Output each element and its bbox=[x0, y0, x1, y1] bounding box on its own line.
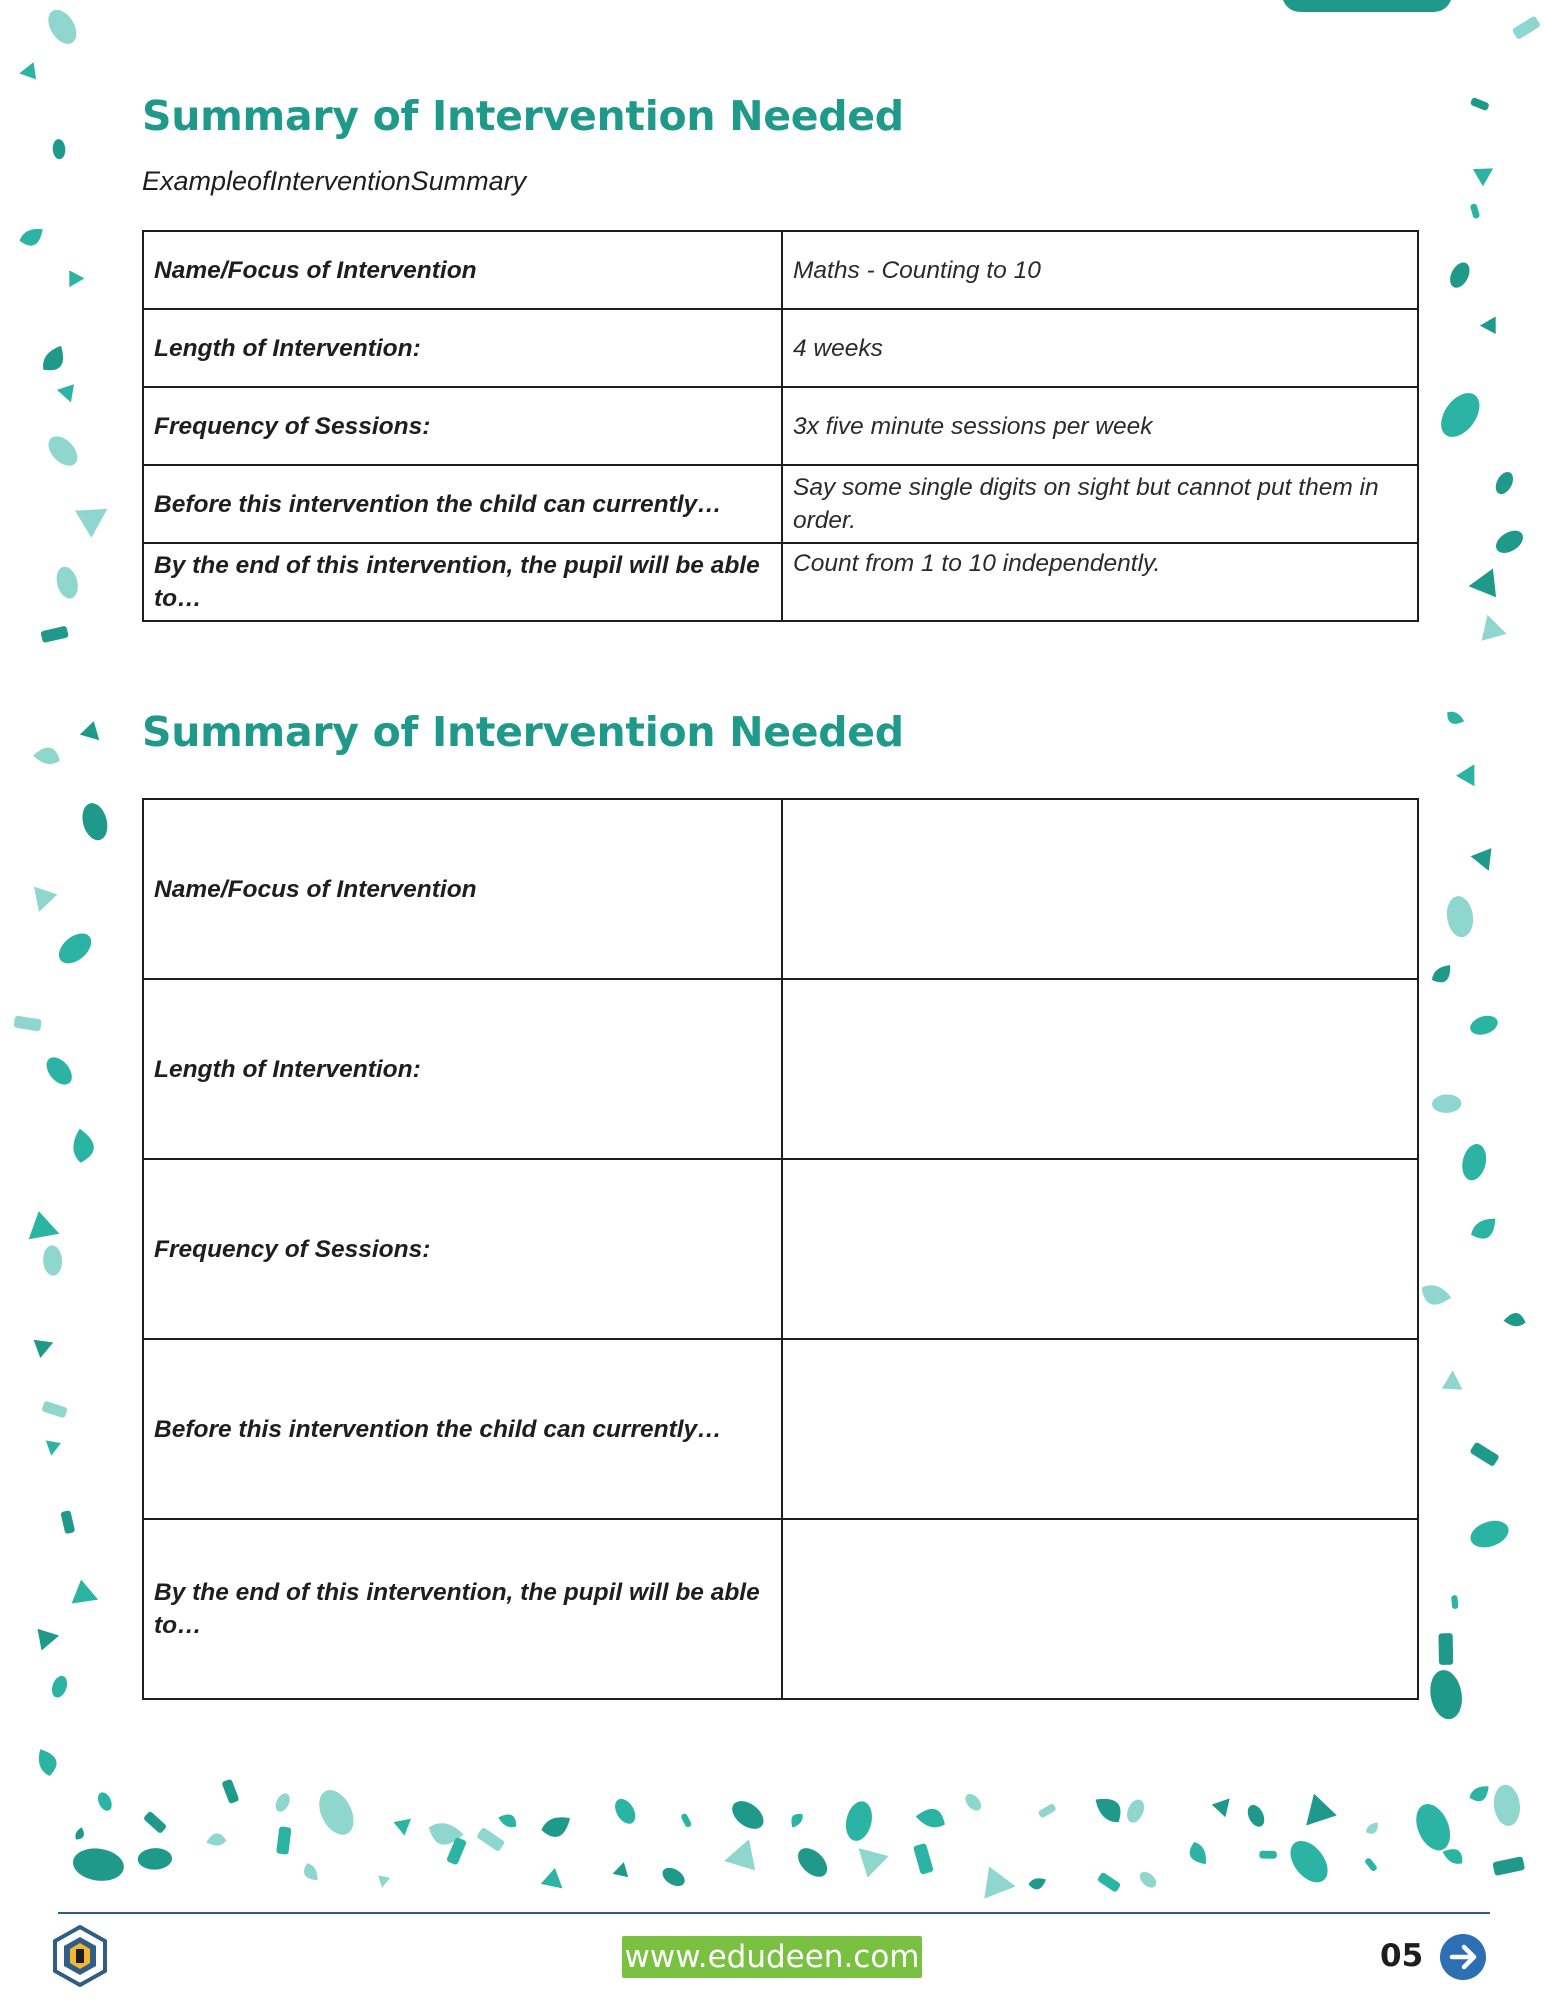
website-link[interactable]: www.edudeen.com bbox=[622, 1936, 922, 1978]
row-label-outcome: By the end of this intervention, the pupil will be able to… bbox=[143, 1519, 782, 1699]
confetti-shape bbox=[24, 1211, 64, 1251]
confetti-shape bbox=[498, 1814, 516, 1827]
confetti-shape bbox=[1492, 1856, 1525, 1876]
confetti-shape bbox=[374, 1873, 390, 1889]
confetti-shape bbox=[1186, 1841, 1213, 1867]
confetti-shape bbox=[659, 1864, 688, 1890]
confetti-shape bbox=[137, 1848, 172, 1871]
before-entry-cell[interactable] bbox=[782, 1339, 1418, 1519]
confetti-shape bbox=[42, 1053, 77, 1090]
confetti-shape bbox=[31, 1746, 62, 1777]
row-label-length: Length of Intervention: bbox=[143, 979, 782, 1159]
confetti-shape bbox=[978, 1867, 1019, 1908]
confetti-shape bbox=[52, 139, 66, 160]
section2-heading: Summary of Intervention Needed bbox=[142, 708, 904, 756]
confetti-shape bbox=[71, 1845, 126, 1884]
table-row bbox=[143, 1339, 1418, 1519]
confetti-shape bbox=[1294, 1790, 1337, 1833]
example-intervention-table bbox=[142, 230, 1419, 622]
confetti-shape bbox=[913, 1843, 934, 1875]
confetti-shape bbox=[65, 1126, 98, 1163]
confetti-shape bbox=[67, 1580, 102, 1615]
row-label-length: Length of Intervention: bbox=[143, 309, 782, 387]
footer-divider bbox=[58, 1912, 1490, 1914]
confetti-shape bbox=[221, 1779, 239, 1804]
confetti-shape bbox=[32, 745, 60, 768]
confetti-shape bbox=[1468, 567, 1499, 598]
confetti-shape bbox=[273, 1791, 293, 1814]
confetti-shape bbox=[1038, 1803, 1057, 1819]
confetti-shape bbox=[1438, 1633, 1453, 1665]
confetti-shape bbox=[1492, 526, 1527, 557]
confetti-shape bbox=[1244, 1802, 1267, 1829]
confetti-shape bbox=[429, 1818, 465, 1848]
confetti-shape bbox=[1456, 760, 1485, 789]
confetti-shape bbox=[1364, 1857, 1378, 1872]
row-value-frequency: 3x five minute sessions per week bbox=[782, 387, 1418, 465]
confetti-shape bbox=[19, 222, 46, 250]
example-subtitle: ExampleofInterventionSummary bbox=[142, 166, 527, 196]
confetti-shape bbox=[1469, 1441, 1499, 1466]
confetti-shape bbox=[75, 1827, 84, 1839]
confetti-shape bbox=[612, 1862, 629, 1879]
focus-entry-cell[interactable] bbox=[782, 799, 1418, 979]
confetti-shape bbox=[1470, 203, 1481, 219]
row-label-frequency: Frequency of Sessions: bbox=[143, 1159, 782, 1339]
confetti-shape bbox=[1470, 848, 1495, 873]
confetti-shape bbox=[13, 1015, 41, 1031]
confetti-shape bbox=[1451, 1595, 1458, 1609]
confetti-shape bbox=[1137, 1869, 1159, 1891]
length-entry-cell[interactable] bbox=[782, 979, 1418, 1159]
row-label-focus: Name/Focus of Intervention bbox=[143, 231, 782, 309]
frequency-entry-cell[interactable] bbox=[782, 1159, 1418, 1339]
confetti-shape bbox=[53, 564, 81, 601]
confetti-shape bbox=[1422, 1283, 1452, 1307]
confetti-shape bbox=[962, 1791, 984, 1814]
confetti-shape bbox=[1091, 1795, 1125, 1823]
confetti-shape bbox=[40, 626, 68, 644]
confetti-shape bbox=[851, 1837, 892, 1878]
arrow-right-circle-icon bbox=[1440, 1934, 1486, 1980]
confetti-shape bbox=[43, 431, 83, 471]
confetti-shape bbox=[790, 1812, 803, 1829]
confetti-shape bbox=[57, 384, 77, 404]
confetti-shape bbox=[611, 1795, 640, 1827]
confetti-shape bbox=[1459, 1142, 1490, 1183]
confetti-shape bbox=[1410, 1799, 1457, 1856]
confetti-shape bbox=[680, 1813, 692, 1828]
confetti-shape bbox=[143, 1811, 167, 1834]
confetti-shape bbox=[1427, 1668, 1466, 1722]
table-row bbox=[143, 465, 1418, 543]
confetti-shape bbox=[1469, 1780, 1492, 1804]
confetti-shape bbox=[1028, 1873, 1048, 1892]
confetti-shape bbox=[41, 1438, 61, 1458]
confetti-shape bbox=[1480, 614, 1507, 641]
confetti-shape bbox=[1473, 163, 1498, 188]
confetti-shape bbox=[1470, 1211, 1499, 1243]
confetti-shape bbox=[1097, 1872, 1122, 1893]
confetti-shape bbox=[24, 882, 57, 915]
table-row bbox=[143, 543, 1418, 621]
confetti-shape bbox=[724, 1839, 755, 1870]
table-row bbox=[143, 309, 1418, 387]
confetti-shape bbox=[49, 1674, 70, 1700]
confetti-shape bbox=[60, 1510, 75, 1534]
confetti-shape bbox=[1444, 894, 1475, 939]
confetti-shape bbox=[446, 1837, 467, 1866]
confetti-shape bbox=[276, 1826, 291, 1854]
confetti-shape bbox=[19, 61, 37, 79]
edudeen-hexagon-logo-icon bbox=[52, 1925, 108, 1987]
row-label-before: Before this intervention the child can currently… bbox=[143, 465, 782, 543]
confetti-shape bbox=[34, 1337, 56, 1359]
row-value-length: 4 weeks bbox=[782, 309, 1418, 387]
row-value-before: Say some single digits on sight but cannot put them in order. bbox=[782, 465, 1418, 543]
confetti-shape bbox=[301, 1863, 323, 1883]
confetti-shape bbox=[1512, 15, 1541, 40]
confetti-shape bbox=[1283, 1834, 1335, 1889]
confetti-shape bbox=[1447, 712, 1464, 724]
confetti-shape bbox=[793, 1843, 833, 1883]
table-row bbox=[143, 799, 1418, 979]
row-label-frequency: Frequency of Sessions: bbox=[143, 387, 782, 465]
top-tab-decoration bbox=[1282, 0, 1452, 12]
confetti-shape bbox=[538, 1868, 567, 1897]
table-row bbox=[143, 979, 1418, 1159]
row-value-focus: Maths - Counting to 10 bbox=[782, 231, 1418, 309]
confetti-shape bbox=[1432, 1094, 1462, 1113]
confetti-shape bbox=[1470, 97, 1490, 111]
confetti-shape bbox=[1212, 1794, 1237, 1819]
table-row bbox=[143, 1519, 1418, 1699]
confetti-shape bbox=[540, 1808, 573, 1842]
confetti-shape bbox=[1442, 1848, 1463, 1864]
confetti-shape bbox=[1259, 1851, 1277, 1859]
confetti-shape bbox=[727, 1795, 769, 1834]
confetti-shape bbox=[1431, 960, 1453, 985]
confetti-shape bbox=[1468, 1012, 1500, 1038]
row-value-outcome: Count from 1 to 10 independently. bbox=[782, 543, 1418, 621]
section1-heading: Summary of Intervention Needed bbox=[142, 92, 904, 140]
confetti-shape bbox=[842, 1799, 875, 1844]
confetti-shape bbox=[1479, 314, 1499, 334]
confetti-shape bbox=[1124, 1797, 1148, 1825]
confetti-shape bbox=[78, 721, 104, 747]
confetti-shape bbox=[53, 927, 97, 969]
confetti-shape bbox=[1446, 259, 1473, 291]
confetti-shape bbox=[205, 1830, 227, 1850]
page-number: 05 bbox=[1380, 1938, 1424, 1974]
confetti-shape bbox=[42, 1245, 62, 1276]
confetti-shape bbox=[1365, 1819, 1379, 1835]
confetti-shape bbox=[1442, 1369, 1467, 1394]
confetti-shape bbox=[1467, 1516, 1512, 1552]
confetti-shape bbox=[42, 343, 65, 372]
confetti-shape bbox=[66, 270, 85, 289]
blank-intervention-table bbox=[142, 798, 1419, 1700]
confetti-shape bbox=[75, 500, 115, 540]
confetti-shape bbox=[37, 1629, 59, 1651]
confetti-shape bbox=[79, 800, 112, 843]
confetti-shape bbox=[915, 1807, 945, 1831]
confetti-shape bbox=[476, 1827, 505, 1852]
row-label-before: Before this intervention the child can currently… bbox=[143, 1339, 782, 1519]
outcome-entry-cell[interactable] bbox=[782, 1519, 1418, 1699]
confetti-shape bbox=[1492, 1783, 1523, 1827]
table-row bbox=[143, 231, 1418, 309]
confetti-shape bbox=[312, 1784, 360, 1840]
confetti-shape bbox=[1503, 1813, 1515, 1826]
confetti-shape bbox=[43, 5, 83, 49]
confetti-shape bbox=[1502, 1310, 1526, 1330]
table-row bbox=[143, 387, 1418, 465]
row-label-focus: Name/Focus of Intervention bbox=[143, 799, 782, 979]
row-label-outcome: By the end of this intervention, the pupil will be able to… bbox=[143, 543, 782, 621]
confetti-shape bbox=[41, 1401, 67, 1419]
confetti-shape bbox=[95, 1790, 114, 1813]
next-page-button[interactable] bbox=[1440, 1934, 1486, 1980]
confetti-shape bbox=[1433, 386, 1487, 444]
confetti-shape bbox=[394, 1814, 417, 1837]
confetti-shape bbox=[1492, 469, 1516, 497]
table-row bbox=[143, 1159, 1418, 1339]
